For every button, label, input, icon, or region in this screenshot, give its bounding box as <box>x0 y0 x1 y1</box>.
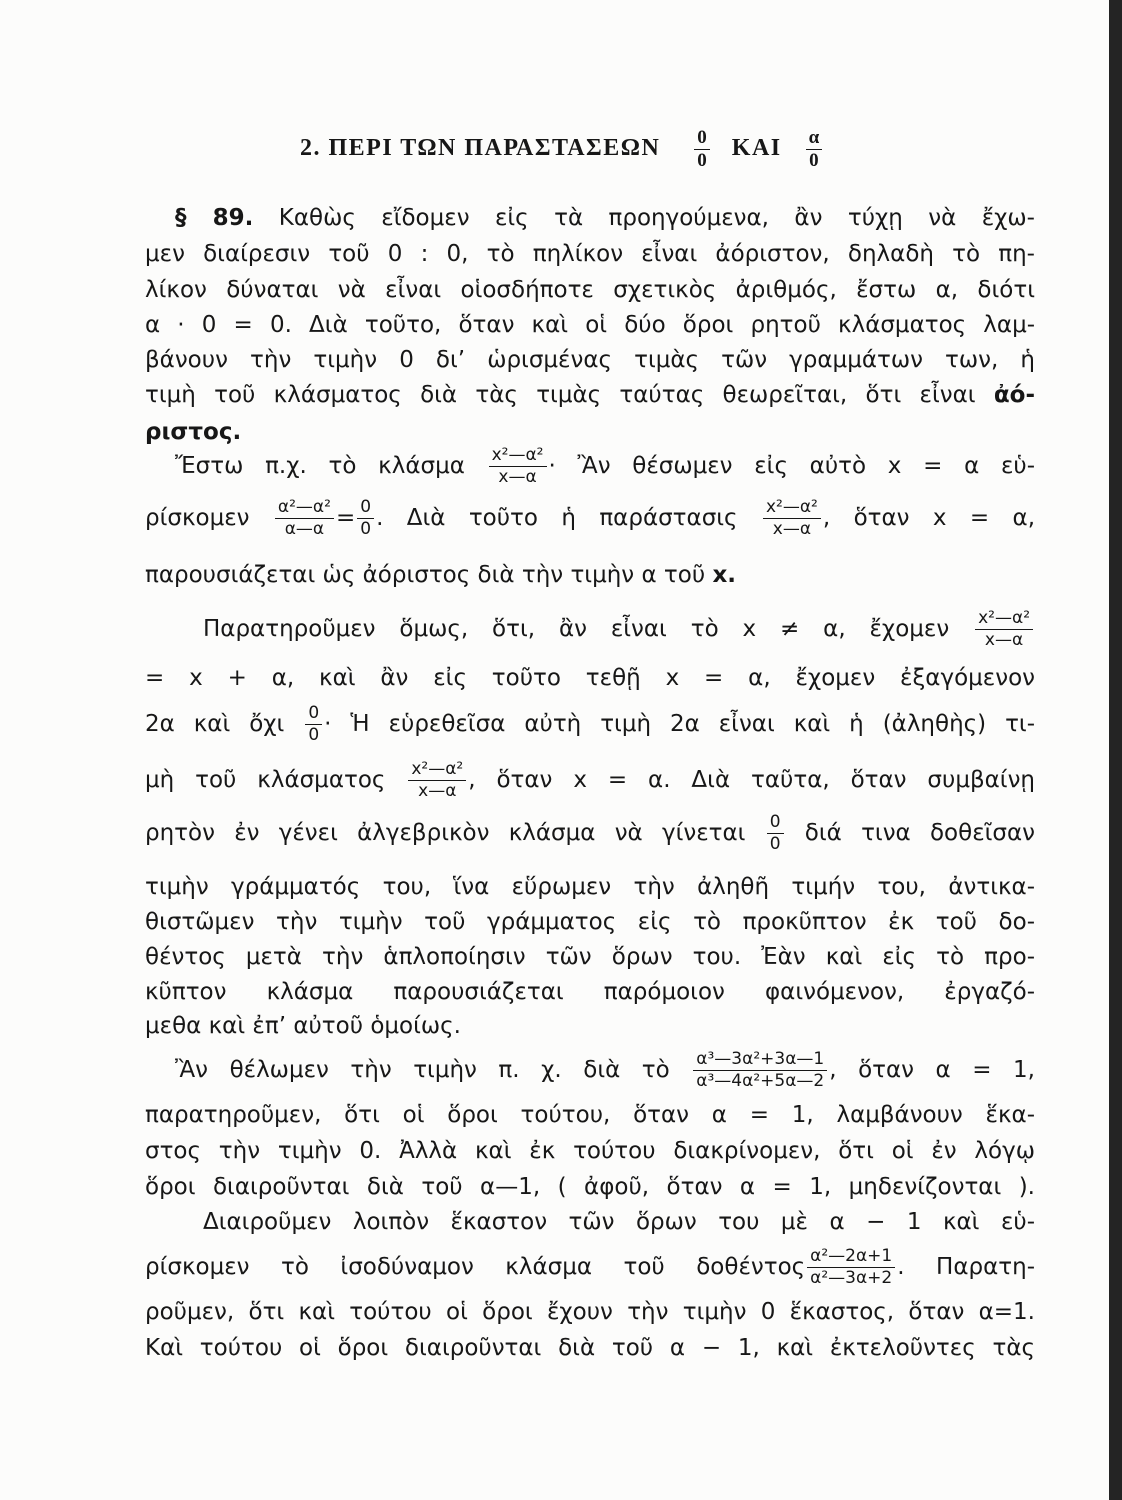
text-line <box>145 445 1035 487</box>
fraction-numerator: α³—3α²+3α—1 <box>696 1049 825 1069</box>
text-line <box>145 661 1035 695</box>
text-line <box>145 870 1035 904</box>
line-text: στος τὴν τιμὴν 0. Ἀλλὰ καὶ ἐκ τούτου διακρίνομεν, ὅτι οἱ ἐν λόγῳ <box>145 1138 1035 1164</box>
line-text: παρουσιάζεται ὡς ἀόριστος διὰ τὴν τιμὴν α τοῦ <box>145 562 706 588</box>
text-line <box>145 237 1035 271</box>
line-text: μεν διαίρεσιν τοῦ 0 : 0, τὸ πηλίκον εἶναι ἀόριστον, δηλαδὴ τὸ πη- <box>145 241 1035 267</box>
page-edge-shadow <box>1109 0 1122 1500</box>
fraction <box>975 609 1033 650</box>
heading-fraction-zero-over-zero <box>694 128 710 171</box>
text-line <box>145 1134 1035 1168</box>
line-text: παρατηροῦμεν, ὅτι οἱ ὅροι τούτου, ὅταν α = 1, λαμβάνουν ἕκα- <box>145 1102 1035 1128</box>
text-line <box>145 759 1035 801</box>
line-text: , ὅταν α = 1, <box>829 1057 1035 1083</box>
text-line <box>145 940 1035 974</box>
fraction-denominator: 0 <box>767 833 784 854</box>
emphasized-word: ριστος. <box>145 419 242 445</box>
line-text: · Ἂν θέσωμεν εἰς αὐτὸ x = α εὑ- <box>548 453 1035 479</box>
text-line <box>145 1049 1035 1091</box>
heading-title: 2. ΠΕΡΙ ΤΩΝ ΠΑΡΑΣΤΑΣΕΩΝ <box>300 135 661 161</box>
line-text: Παρατηροῦμεν ὅμως, ὅτι, ἂν εἶναι τὸ x ≠ α, ἔχομεν <box>203 616 950 642</box>
line-text: λίκον δύναται νὰ εἶναι οἱοσδήποτε σχετικὸς ἀριθμός, ἔστω α, διότι <box>145 277 1035 303</box>
text-line <box>145 703 1036 745</box>
line-text: ροῦμεν, ὅτι καὶ τούτου οἱ ὅροι ἔχουν τὴν τιμὴν 0 ἕκαστος, ὅταν α=1. <box>145 1299 1035 1325</box>
fraction-numerator: x²—α² <box>411 759 464 779</box>
text-line <box>145 378 1035 412</box>
text-line <box>145 975 1035 1009</box>
fraction <box>807 1247 895 1288</box>
fraction-numerator: x²—α² <box>978 608 1031 628</box>
fraction <box>767 813 784 854</box>
text-line <box>145 343 1035 377</box>
fraction-numerator: 0 <box>697 126 707 148</box>
line-text: κῦπτον κλάσμα παρουσιάζεται παρόμοιον φαινόμενον, ἐργαζό- <box>145 979 1035 1005</box>
line-text: Καθὼς εἴδομεν εἰς τὰ προηγούμενα, ἂν τύχῃ νὰ ἔχω- <box>278 205 1035 231</box>
line-text: ρίσκομεν τὸ ἰσοδύναμον κλάσμα τοῦ δοθέντος <box>145 1254 806 1280</box>
fraction-denominator: x—α <box>489 466 547 487</box>
text-line <box>145 558 1035 592</box>
fraction <box>357 498 374 539</box>
fraction-denominator: α—α <box>275 518 334 539</box>
line-text: μεθα καὶ ἐπ’ αὐτοῦ ὁμοίως. <box>145 1013 461 1039</box>
line-text: Ἔστω π.χ. τὸ κλάσμα <box>175 453 465 479</box>
fraction-denominator: 0 <box>357 518 374 539</box>
line-text: α · 0 = 0. Διὰ τοῦτο, ὅταν καὶ οἱ δύο ὅροι ρητοῦ κλάσματος λαμ- <box>145 312 1035 338</box>
text-line <box>145 1009 1035 1043</box>
line-text: Ἂν θέλωμεν τὴν τιμὴν π. χ. διὰ τὸ <box>175 1057 670 1083</box>
text-line <box>145 1295 1035 1329</box>
fraction-denominator: 0 <box>806 149 823 171</box>
heading-conjunction: ΚΑΙ <box>731 135 782 161</box>
line-text: διά τινα δοθεῖσαν <box>804 820 1035 846</box>
line-text: ὅροι διαιροῦνται διὰ τοῦ α—1, ( ἀφοῦ, ὅταν α = 1, μηδενίζονται ). <box>145 1174 1035 1200</box>
line-text: · Ἡ εὑρεθεῖσα αὐτὴ τιμὴ 2α εἶναι καὶ ἡ (ἀληθὴς) τι- <box>324 711 1036 737</box>
line-text: . Διὰ τοῦτο ἡ παράστασις <box>376 505 738 531</box>
text-line <box>145 1205 1035 1239</box>
fraction-numerator: α²—α² <box>277 497 331 517</box>
emphasized-word: ἀό- <box>993 382 1035 408</box>
equals-sign: = <box>335 505 356 531</box>
fraction-numerator: α <box>808 126 820 148</box>
line-text: 2α καὶ ὄχι <box>145 711 285 737</box>
text-line <box>145 273 1035 307</box>
variable-x: x. <box>712 562 737 588</box>
line-text: Καὶ τούτου οἱ ὅροι διαιροῦνται διὰ τοῦ α − 1, καὶ ἐκτελοῦντες τὰς <box>145 1335 1035 1361</box>
fraction <box>763 498 821 539</box>
heading-fraction-alpha-over-zero <box>806 128 823 171</box>
fraction-denominator: α³—4α²+5α—2 <box>693 1070 827 1091</box>
text-line <box>145 1246 1036 1288</box>
fraction-numerator: 0 <box>769 812 781 832</box>
text-line <box>145 608 1035 650</box>
fraction-denominator: 0 <box>305 724 322 745</box>
line-text: , ὅταν x = α, <box>822 505 1036 531</box>
text-line <box>145 201 1035 235</box>
section-number: § 89. <box>175 205 254 231</box>
text-line <box>145 1098 1035 1132</box>
text-line <box>145 308 1035 342</box>
fraction <box>693 1050 827 1091</box>
fraction-denominator: x—α <box>408 780 466 801</box>
fraction-numerator: α²—2α+1 <box>810 1246 893 1266</box>
line-text: . Παρατη- <box>897 1254 1036 1280</box>
fraction <box>489 446 547 487</box>
fraction-denominator: 0 <box>694 149 710 171</box>
fraction-numerator: x²—α² <box>491 445 544 465</box>
fraction-numerator: 0 <box>360 497 372 517</box>
line-text: μὴ τοῦ κλάσματος <box>145 767 386 793</box>
fraction-denominator: x—α <box>975 629 1033 650</box>
fraction-denominator: α²—3α+2 <box>807 1267 895 1288</box>
fraction <box>275 498 334 539</box>
text-line <box>145 497 1036 539</box>
line-text: θέντος μετὰ τὴν ἁπλοποίησιν τῶν ὅρων του. Ἐὰν καὶ εἰς τὸ προ- <box>145 944 1035 970</box>
line-text: βάνουν τὴν τιμὴν 0 δι’ ὡρισμένας τιμὰς τῶν γραμμάτων των, ἡ <box>145 347 1035 373</box>
text-line <box>145 415 1035 449</box>
line-text: Διαιροῦμεν λοιπὸν ἕκαστον τῶν ὅρων του μὲ α − 1 καὶ εὑ- <box>203 1209 1035 1235</box>
line-text: ρίσκομεν <box>145 505 250 531</box>
fraction-denominator: x—α <box>763 518 821 539</box>
text-line <box>145 905 1035 939</box>
text-line <box>145 1331 1035 1365</box>
text-line <box>145 1170 1035 1204</box>
line-text: θιστῶμεν τὴν τιμὴν τοῦ γράμματος εἰς τὸ προκῦπτον ἐκ τοῦ δο- <box>145 909 1035 935</box>
fraction-numerator: 0 <box>308 703 320 723</box>
line-text: , ὅταν x = α. Διὰ ταῦτα, ὅταν συμβαίνῃ <box>468 767 1035 793</box>
line-text: ρητὸν ἐν γένει ἀλγεβρικὸν κλάσμα νὰ γίνεται <box>145 820 746 846</box>
section-heading <box>300 126 822 171</box>
line-text: τιμὴν γράμματός του, ἵνα εὕρωμεν τὴν ἀληθῆ τιμήν του, ἀντικα- <box>145 874 1035 900</box>
fraction <box>408 760 466 801</box>
line-text: τιμὴ τοῦ κλάσματος διὰ τὰς τιμὰς ταύτας θεωρεῖται, ὅτι εἶναι <box>145 382 976 408</box>
line-text: = x + α, καὶ ἂν εἰς τοῦτο τεθῇ x = α, ἔχομεν ἐξαγόμενον <box>145 665 1035 691</box>
fraction-numerator: x²—α² <box>765 497 818 517</box>
text-line <box>145 812 1035 854</box>
fraction <box>305 704 322 745</box>
